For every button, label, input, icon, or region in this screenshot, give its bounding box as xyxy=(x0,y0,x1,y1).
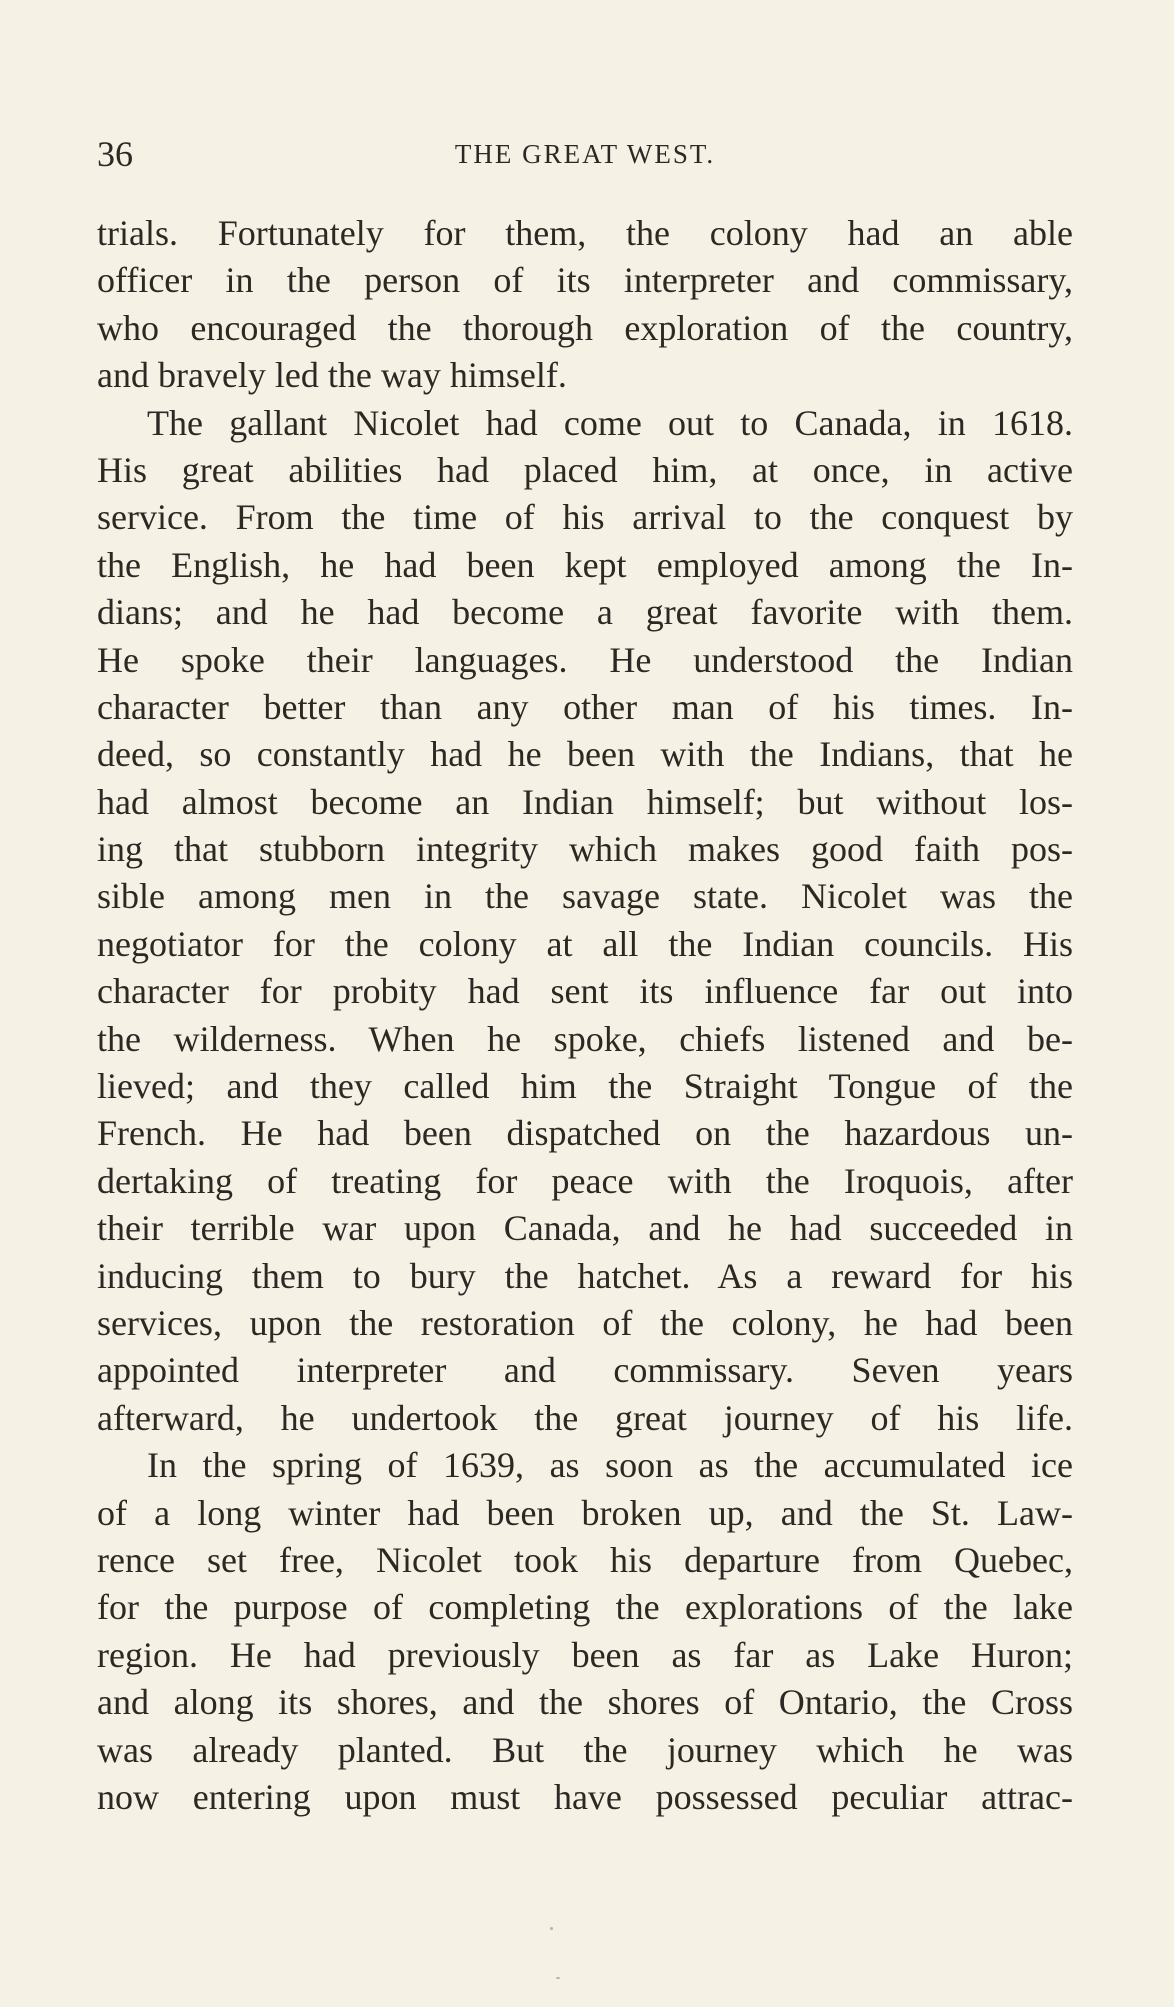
text-line: had almost become an Indian himself; but without los- xyxy=(97,781,1073,822)
text-line: region. He had previously been as far as Lake Huron; xyxy=(97,1634,1073,1675)
running-title: THE GREAT WEST. xyxy=(454,139,716,169)
text-line: His great abilities had placed him, at once, in active xyxy=(97,449,1073,490)
text-line: officer in the person of its interpreter and commissary, xyxy=(97,260,1073,301)
text-line: and along its shores, and the shores of Ontario, the Cross xyxy=(97,1682,1073,1723)
text-line: who encouraged the thorough exploration of the country, xyxy=(97,307,1073,348)
text-line: dians; and he had become a great favorite with them. xyxy=(97,592,1073,633)
text-line: He spoke their languages. He understood the Indian xyxy=(97,639,1073,680)
paper-speck xyxy=(556,1977,560,1979)
text-line: services, upon the restoration of the colony, he had been xyxy=(97,1302,1073,1343)
text-line: deed, so constantly had he been with the Indians, that he xyxy=(97,734,1073,775)
text-line: service. From the time of his arrival to the conquest by xyxy=(97,497,1073,538)
text-line: was already planted. But the journey which he was xyxy=(97,1729,1073,1770)
text-line: their terrible war upon Canada, and he had succeeded in xyxy=(97,1208,1073,1249)
text-line: French. He had been dispatched on the hazardous un- xyxy=(97,1113,1073,1154)
text-line: appointed interpreter and commissary. Seven years xyxy=(97,1350,1073,1391)
text-line: rence set free, Nicolet took his departure from Quebec, xyxy=(97,1539,1073,1580)
text-line: trials. Fortunately for them, the colony had an able xyxy=(97,213,1073,253)
text-line: lieved; and they called him the Straight Tongue of the xyxy=(97,1066,1073,1107)
page-number: 36 xyxy=(97,134,133,174)
text-line: ing that stubborn integrity which makes good faith pos- xyxy=(97,829,1073,870)
text-line: the English, he had been kept employed among the In- xyxy=(97,544,1073,585)
text-line: and bravely led the way himself. xyxy=(97,355,567,396)
text-line: now entering upon must have possessed peculiar attrac- xyxy=(97,1776,1073,1817)
body-text xyxy=(97,210,1073,1821)
paper-speck xyxy=(550,1927,553,1930)
running-head xyxy=(97,130,1073,178)
text-line: character better than any other man of his times. In- xyxy=(97,686,1073,727)
text-line: afterward, he undertook the great journey of his life. xyxy=(97,1397,1073,1438)
text-line: The gallant Nicolet had come out to Canada, in 1618. xyxy=(147,402,1073,443)
text-line: In the spring of 1639, as soon as the accumulated ice xyxy=(147,1445,1073,1486)
text-line: negotiator for the colony at all the Indian councils. His xyxy=(97,923,1073,964)
text-line: for the purpose of completing the explorations of the lake xyxy=(97,1587,1073,1628)
text-line: dertaking of treating for peace with the Iroquois, after xyxy=(97,1160,1073,1201)
text-line: character for probity had sent its influence far out into xyxy=(97,971,1073,1012)
text-line: sible among men in the savage state. Nicolet was the xyxy=(97,876,1073,917)
text-line: of a long winter had been broken up, and the St. Law- xyxy=(97,1492,1073,1533)
text-line: the wilderness. When he spoke, chiefs listened and be- xyxy=(97,1018,1073,1059)
text-line: inducing them to bury the hatchet. As a reward for his xyxy=(97,1255,1073,1296)
